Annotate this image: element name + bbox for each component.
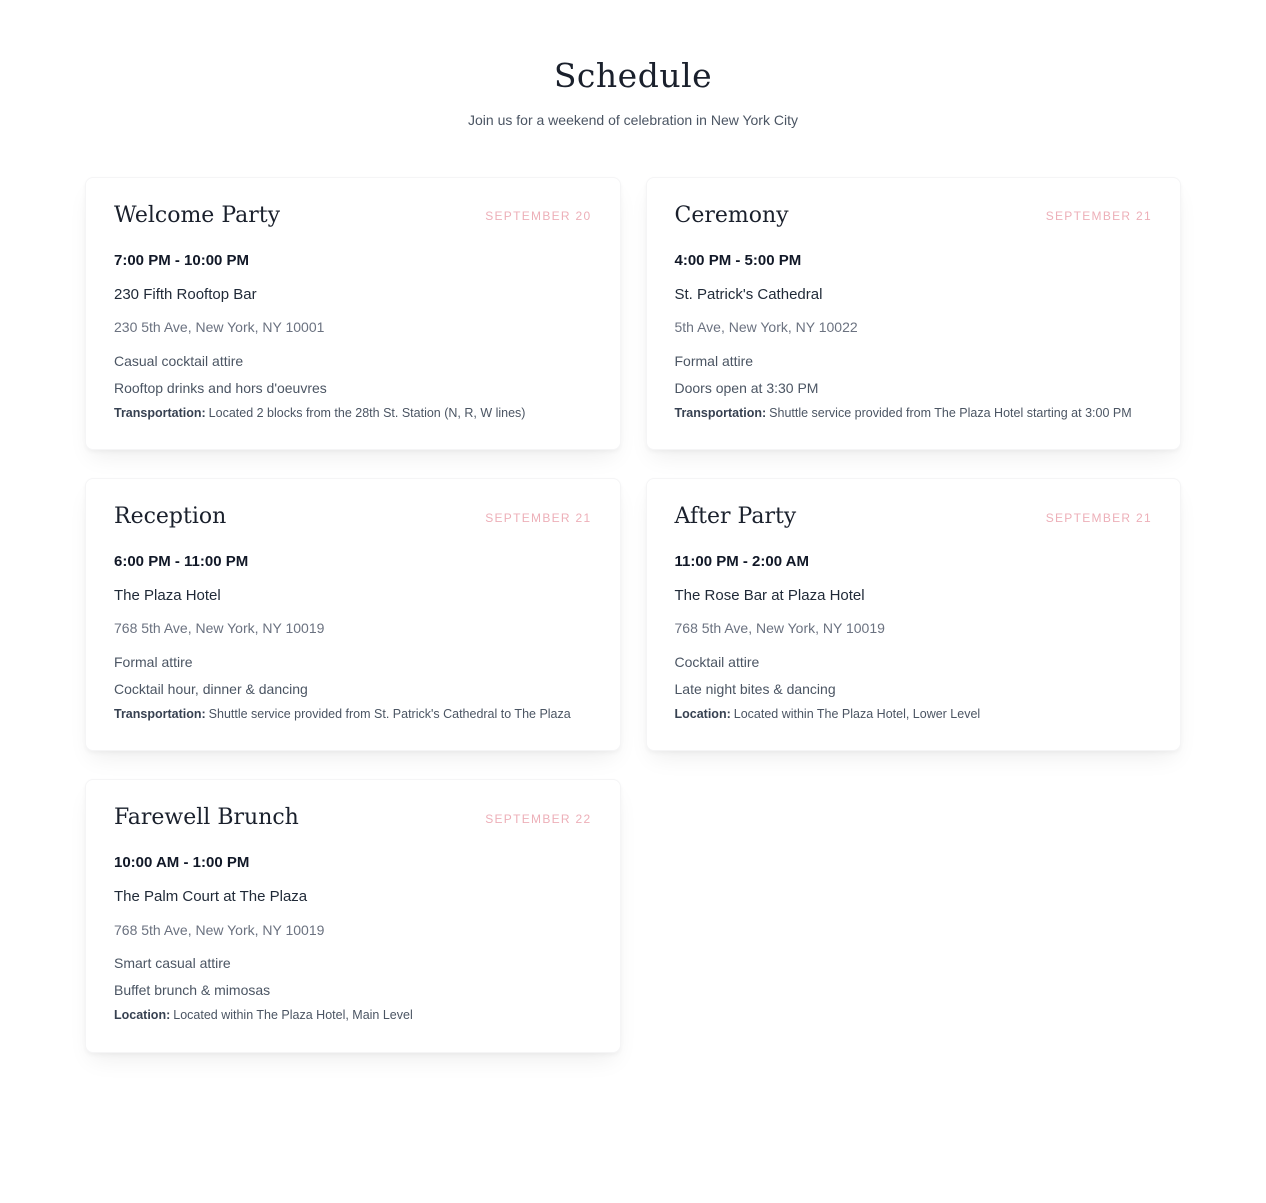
event-title: Welcome Party: [114, 203, 281, 229]
event-title: Ceremony: [674, 203, 789, 229]
event-time: 7:00 PM - 10:00 PM: [114, 251, 250, 269]
event-venue: 230 Fifth Rooftop Bar: [114, 285, 257, 303]
event-attire: Formal attire: [674, 352, 754, 369]
event-note: [675, 705, 1153, 723]
event-card-header: [114, 503, 592, 532]
event-time: 11:00 PM - 2:00 AM: [674, 552, 809, 570]
event-time: 10:00 AM - 1:00 PM: [114, 854, 250, 871]
events-grid: [85, 177, 1181, 1202]
event-title: Reception: [114, 504, 227, 530]
event-address: 5th Ave, New York, NY 10022: [674, 319, 858, 336]
event-card: [85, 478, 621, 751]
event-address: 230 5th Ave, New York, NY 10001: [114, 319, 325, 336]
event-card-header: [114, 804, 592, 833]
event-card-header: [114, 202, 592, 231]
event-description: Cocktail hour, dinner & dancing: [114, 680, 308, 697]
event-card: [646, 478, 1182, 751]
event-note-label: Transportation:: [674, 406, 767, 421]
event-card: [85, 177, 621, 450]
event-venue: The Plaza Hotel: [114, 586, 221, 604]
event-venue: St. Patrick's Cathedral: [674, 285, 823, 303]
event-date-badge: SEPTEMBER 21: [1045, 209, 1152, 224]
event-note: [114, 1006, 592, 1024]
event-description: Rooftop drinks and hors d'oeuvres: [114, 379, 327, 396]
event-date-badge: SEPTEMBER 20: [485, 209, 592, 224]
event-attire: Smart casual attire: [114, 954, 231, 971]
event-note: [675, 404, 1153, 422]
event-note-label: Location:: [674, 707, 731, 722]
event-attire: Cocktail attire: [674, 653, 760, 670]
event-time: 6:00 PM - 11:00 PM: [114, 552, 249, 570]
event-title: After Party: [674, 504, 797, 530]
event-venue: The Palm Court at The Plaza: [114, 887, 308, 905]
event-note-text: Located within The Plaza Hotel, Lower Level: [733, 707, 981, 722]
event-description: Doors open at 3:30 PM: [674, 379, 819, 396]
event-card: [85, 779, 621, 1052]
event-venue: The Rose Bar at Plaza Hotel: [674, 586, 865, 604]
event-note: [114, 705, 592, 723]
event-attire: Casual cocktail attire: [114, 352, 244, 369]
event-date-badge: SEPTEMBER 22: [485, 811, 592, 826]
event-card-header: [675, 202, 1153, 231]
event-date-badge: SEPTEMBER 21: [1045, 510, 1152, 525]
event-note-text: Shuttle service provided from The Plaza Hotel starting at 3:00 PM: [769, 406, 1132, 421]
event-address: 768 5th Ave, New York, NY 10019: [674, 620, 885, 637]
event-time: 4:00 PM - 5:00 PM: [674, 251, 802, 269]
event-note: [114, 404, 592, 422]
event-date-badge: SEPTEMBER 21: [485, 510, 592, 525]
event-address: 768 5th Ave, New York, NY 10019: [114, 921, 325, 938]
event-card-header: [675, 503, 1153, 532]
event-note-text: Located 2 blocks from the 28th St. Station (N, R, W lines): [208, 406, 526, 421]
event-note-text: Shuttle service provided from St. Patrick's Cathedral to The Plaza: [208, 707, 571, 722]
event-note-label: Transportation:: [114, 707, 206, 722]
page-title: Schedule: [553, 56, 713, 95]
page-subtitle: Join us for a weekend of celebration in New York City: [468, 111, 798, 128]
event-note-label: Transportation:: [114, 406, 206, 421]
event-note-label: Location:: [114, 1008, 171, 1023]
event-card: [646, 177, 1182, 450]
event-description: Buffet brunch & mimosas: [114, 982, 271, 999]
event-note-text: Located within The Plaza Hotel, Main Level: [173, 1008, 413, 1023]
page-header: [0, 0, 1266, 130]
event-address: 768 5th Ave, New York, NY 10019: [114, 620, 325, 637]
event-title: Farewell Brunch: [114, 805, 299, 831]
event-description: Late night bites & dancing: [674, 680, 836, 697]
event-attire: Formal attire: [114, 653, 193, 670]
